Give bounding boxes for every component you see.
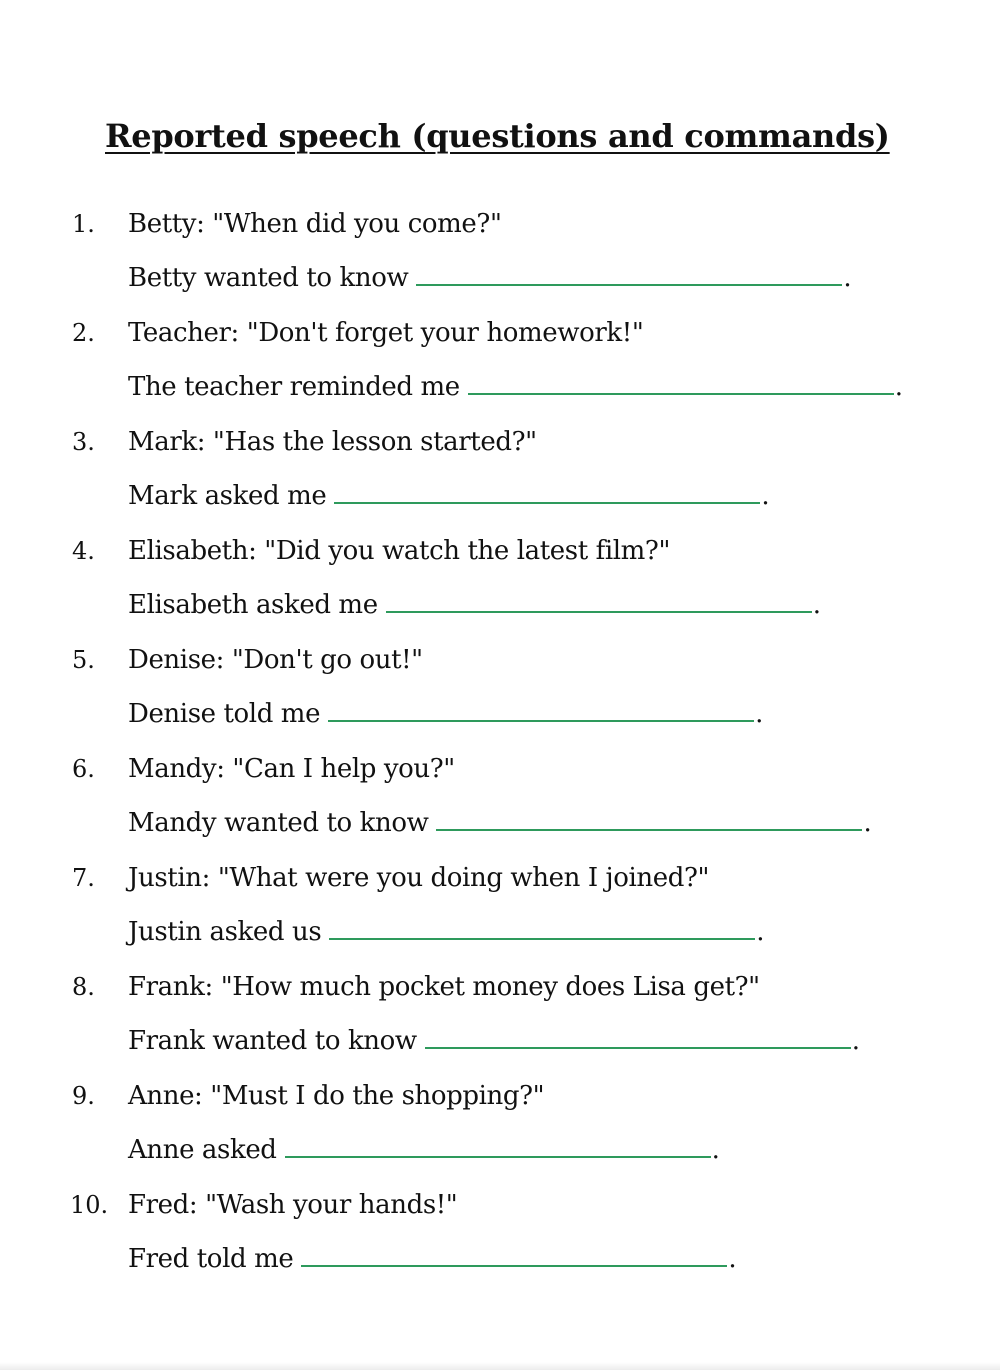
reported-stem: Mark asked me (128, 481, 327, 511)
exercise-item-6 (0, 743, 1000, 852)
sentence-period: . (711, 1135, 720, 1165)
direct-speech-prompt: Anne: "Must I do the shopping?" (128, 1081, 545, 1111)
item-number: 10. (70, 1191, 109, 1219)
worksheet-title: Reported speech (questions and commands) (105, 117, 890, 155)
answer-blank[interactable] (436, 803, 862, 831)
direct-speech-prompt: Betty: "When did you come?" (128, 209, 502, 239)
exercise-item-1 (0, 198, 1000, 307)
direct-speech-prompt: Mark: "Has the lesson started?" (128, 427, 537, 457)
sentence-period: . (761, 481, 770, 511)
exercise-list (0, 198, 1000, 1288)
exercise-item-8 (0, 961, 1000, 1070)
item-number: 2. (72, 319, 95, 347)
answer-blank[interactable] (334, 476, 760, 504)
sentence-period: . (843, 263, 852, 293)
item-number: 6. (72, 755, 95, 783)
answer-line (128, 1130, 719, 1170)
sentence-period: . (728, 1244, 737, 1274)
exercise-item-5 (0, 634, 1000, 743)
answer-line (128, 367, 903, 407)
answer-line (128, 912, 764, 952)
direct-speech-prompt: Denise: "Don't go out!" (128, 645, 423, 675)
exercise-item-2 (0, 307, 1000, 416)
answer-line (128, 585, 821, 625)
sentence-period: . (863, 808, 872, 838)
reported-stem: Elisabeth asked me (128, 590, 378, 620)
item-number: 5. (72, 646, 95, 674)
page-bottom-edge (0, 1362, 1000, 1370)
item-number: 8. (72, 973, 95, 1001)
reported-stem: Mandy wanted to know (128, 808, 429, 838)
item-number: 1. (72, 210, 95, 238)
answer-line (128, 1021, 860, 1061)
sentence-period: . (755, 699, 763, 729)
reported-stem: Justin asked us (128, 917, 322, 947)
reported-stem: Fred told me (128, 1244, 294, 1274)
direct-speech-prompt: Mandy: "Can I help you?" (128, 754, 455, 784)
sentence-period: . (756, 917, 765, 947)
sentence-period: . (812, 590, 821, 620)
direct-speech-prompt: Elisabeth: "Did you watch the latest film?" (128, 536, 671, 566)
answer-line (128, 694, 763, 734)
sentence-period: . (851, 1026, 860, 1056)
answer-line (128, 476, 769, 516)
item-number: 4. (72, 537, 95, 565)
item-number: 3. (72, 428, 95, 456)
reported-stem: Anne asked (128, 1135, 277, 1165)
direct-speech-prompt: Teacher: "Don't forget your homework!" (128, 318, 644, 348)
exercise-item-9 (0, 1070, 1000, 1179)
sentence-period: . (894, 372, 903, 402)
reported-stem: The teacher reminded me (128, 372, 460, 402)
direct-speech-prompt: Justin: "What were you doing when I joined?" (128, 863, 710, 893)
answer-blank[interactable] (416, 258, 842, 286)
answer-blank[interactable] (301, 1239, 727, 1267)
answer-line (128, 258, 851, 298)
answer-blank[interactable] (328, 694, 754, 722)
answer-blank[interactable] (329, 912, 755, 940)
answer-line (128, 1239, 736, 1279)
reported-stem: Frank wanted to know (128, 1026, 417, 1056)
exercise-item-7 (0, 852, 1000, 961)
answer-blank[interactable] (386, 585, 812, 613)
answer-line (128, 803, 871, 843)
exercise-item-4 (0, 525, 1000, 634)
exercise-item-3 (0, 416, 1000, 525)
direct-speech-prompt: Fred: "Wash your hands!" (128, 1190, 458, 1220)
reported-stem: Denise told me (128, 699, 321, 729)
answer-blank[interactable] (425, 1021, 851, 1049)
answer-blank[interactable] (285, 1130, 711, 1158)
answer-blank[interactable] (468, 367, 894, 395)
reported-stem: Betty wanted to know (128, 263, 409, 293)
exercise-item-10 (0, 1179, 1000, 1288)
direct-speech-prompt: Frank: "How much pocket money does Lisa get?" (128, 972, 760, 1002)
item-number: 7. (72, 864, 95, 892)
item-number: 9. (72, 1082, 95, 1110)
